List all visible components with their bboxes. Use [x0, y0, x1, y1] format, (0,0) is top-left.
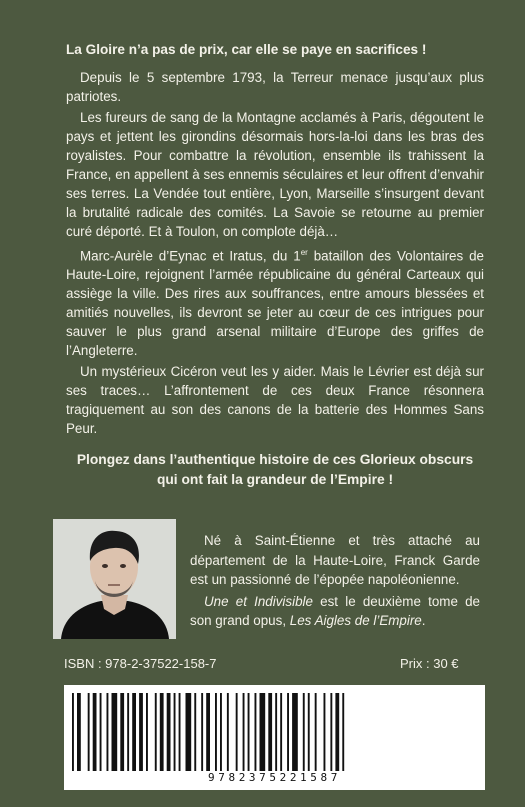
barcode-bar: [127, 693, 129, 771]
barcode-bar: [174, 693, 176, 771]
paragraph-2: Les fureurs de sang de la Montagne acclamés à Paris, dégoutent le pays et jettent les girondins désormais hors-la-loi dans les bras des royalistes. Pour combattre la révolution, ensemble ils trahissent la France, en appellent à ses ennemis séculaires et leur offrent d’envahir ses terres. La Vendée tout entière, Lyon, Marseille s’insurgent devant la brutalité radicale des comités. La Savoie se retourne au premier curé déporté. Et à Toulon, on complote déjà…: [66, 110, 484, 239]
paragraph-1: Depuis le 5 septembre 1793, la Terreur menace jusqu’aux plus patriotes.: [66, 70, 484, 104]
paragraph-3-start: Marc-Aurèle d’Eynac et Iratus, du 1: [80, 248, 301, 264]
barcode-bar: [107, 693, 109, 771]
barcode-bar: [72, 693, 74, 771]
paragraph-3: [66, 243, 484, 360]
author-bio: [190, 531, 480, 633]
author-bio-1: Né à Saint-Étienne et très attaché au département de la Haute-Loire, Franck Garde est un passionné de l’épopée napoléonienne.: [190, 533, 480, 587]
barcode-bar: [308, 693, 310, 771]
barcode-bar: [268, 693, 272, 771]
barcode-bar: [167, 693, 171, 771]
barcode-bar: [215, 693, 217, 771]
price: Prix : 30 €: [400, 656, 459, 671]
barcode-bar: [248, 693, 250, 771]
barcode-bar: [303, 693, 305, 771]
barcode-bar: [146, 693, 148, 771]
ordinal-suffix: er: [300, 248, 308, 257]
barcode-bar: [179, 693, 181, 771]
barcode-bar: [330, 693, 332, 771]
book-title: Une et Indivisible: [204, 593, 313, 609]
bio-end: .: [421, 613, 426, 628]
barcode-bar: [324, 693, 326, 771]
closing-line: Plongez dans l’authentique histoire de ces Glorieux obscurs qui ont fait la grandeur de l’Empire !: [76, 452, 474, 488]
barcode-bar: [220, 693, 222, 771]
author-bio-2: [190, 592, 480, 631]
author-photo: [53, 519, 176, 639]
barcode-bar: [287, 693, 289, 771]
blurb: [66, 40, 484, 490]
isbn: ISBN : 978-2-37522-158-7: [64, 656, 217, 671]
barcode-bar: [100, 693, 102, 771]
barcode-bar: [93, 693, 97, 771]
barcode-bar: [194, 693, 196, 771]
barcode-bar: [77, 693, 81, 771]
barcode-bar: [160, 693, 164, 771]
barcode-bar: [315, 693, 317, 771]
barcode-bar: [227, 693, 229, 771]
barcode-bar: [112, 693, 118, 771]
barcode-bar: [120, 693, 124, 771]
barcode-bar: [292, 693, 298, 771]
series-title: Les Aigles de l’Empire: [289, 613, 422, 628]
barcode-bar: [186, 693, 192, 771]
paragraph-4: Un mystérieux Cicéron veut les y aider. Mais le Lévrier est déjà sur ses traces… L’affrontement de ces deux France résonnera tragiquement au son des canons de la batterie des Hommes Sans Peur.: [66, 364, 484, 437]
barcode-bar: [260, 693, 266, 771]
barcode-bar: [88, 693, 90, 771]
bio-middle: est le deuxième tome de son grand opus,: [190, 593, 480, 628]
barcode-bar: [201, 693, 203, 771]
barcode-bar: [139, 693, 143, 771]
barcode-bar: [155, 693, 157, 771]
barcode-bar: [132, 693, 136, 771]
barcode-bar: [236, 693, 238, 771]
paragraph-3-end: bataillon des Volontaires de Haute-Loire, rejoignent l’armée républicaine du général Carteaux qui assiège la ville. Des rires aux souffrances, entre amours blessées et amitiés nouvelles, ils devront se jeter au cœur de ces intrigues pour sauver le plus grand arsenal militaire d’Europe des griffes de l’Angleterre.: [66, 248, 484, 359]
tagline: La Gloire n’a pas de prix, car elle se paye en sacrifices !: [66, 42, 427, 57]
barcode-bar: [280, 693, 282, 771]
barcode-bar: [335, 693, 339, 771]
author-portrait: [53, 519, 176, 639]
barcode: [64, 685, 485, 790]
barcode-bar: [255, 693, 257, 771]
barcode-bar: [206, 693, 210, 771]
barcode-bar: [243, 693, 245, 771]
barcode-bar: [275, 693, 277, 771]
barcode-digits: 9782375221587: [208, 771, 341, 784]
barcode-bar: [342, 693, 344, 771]
